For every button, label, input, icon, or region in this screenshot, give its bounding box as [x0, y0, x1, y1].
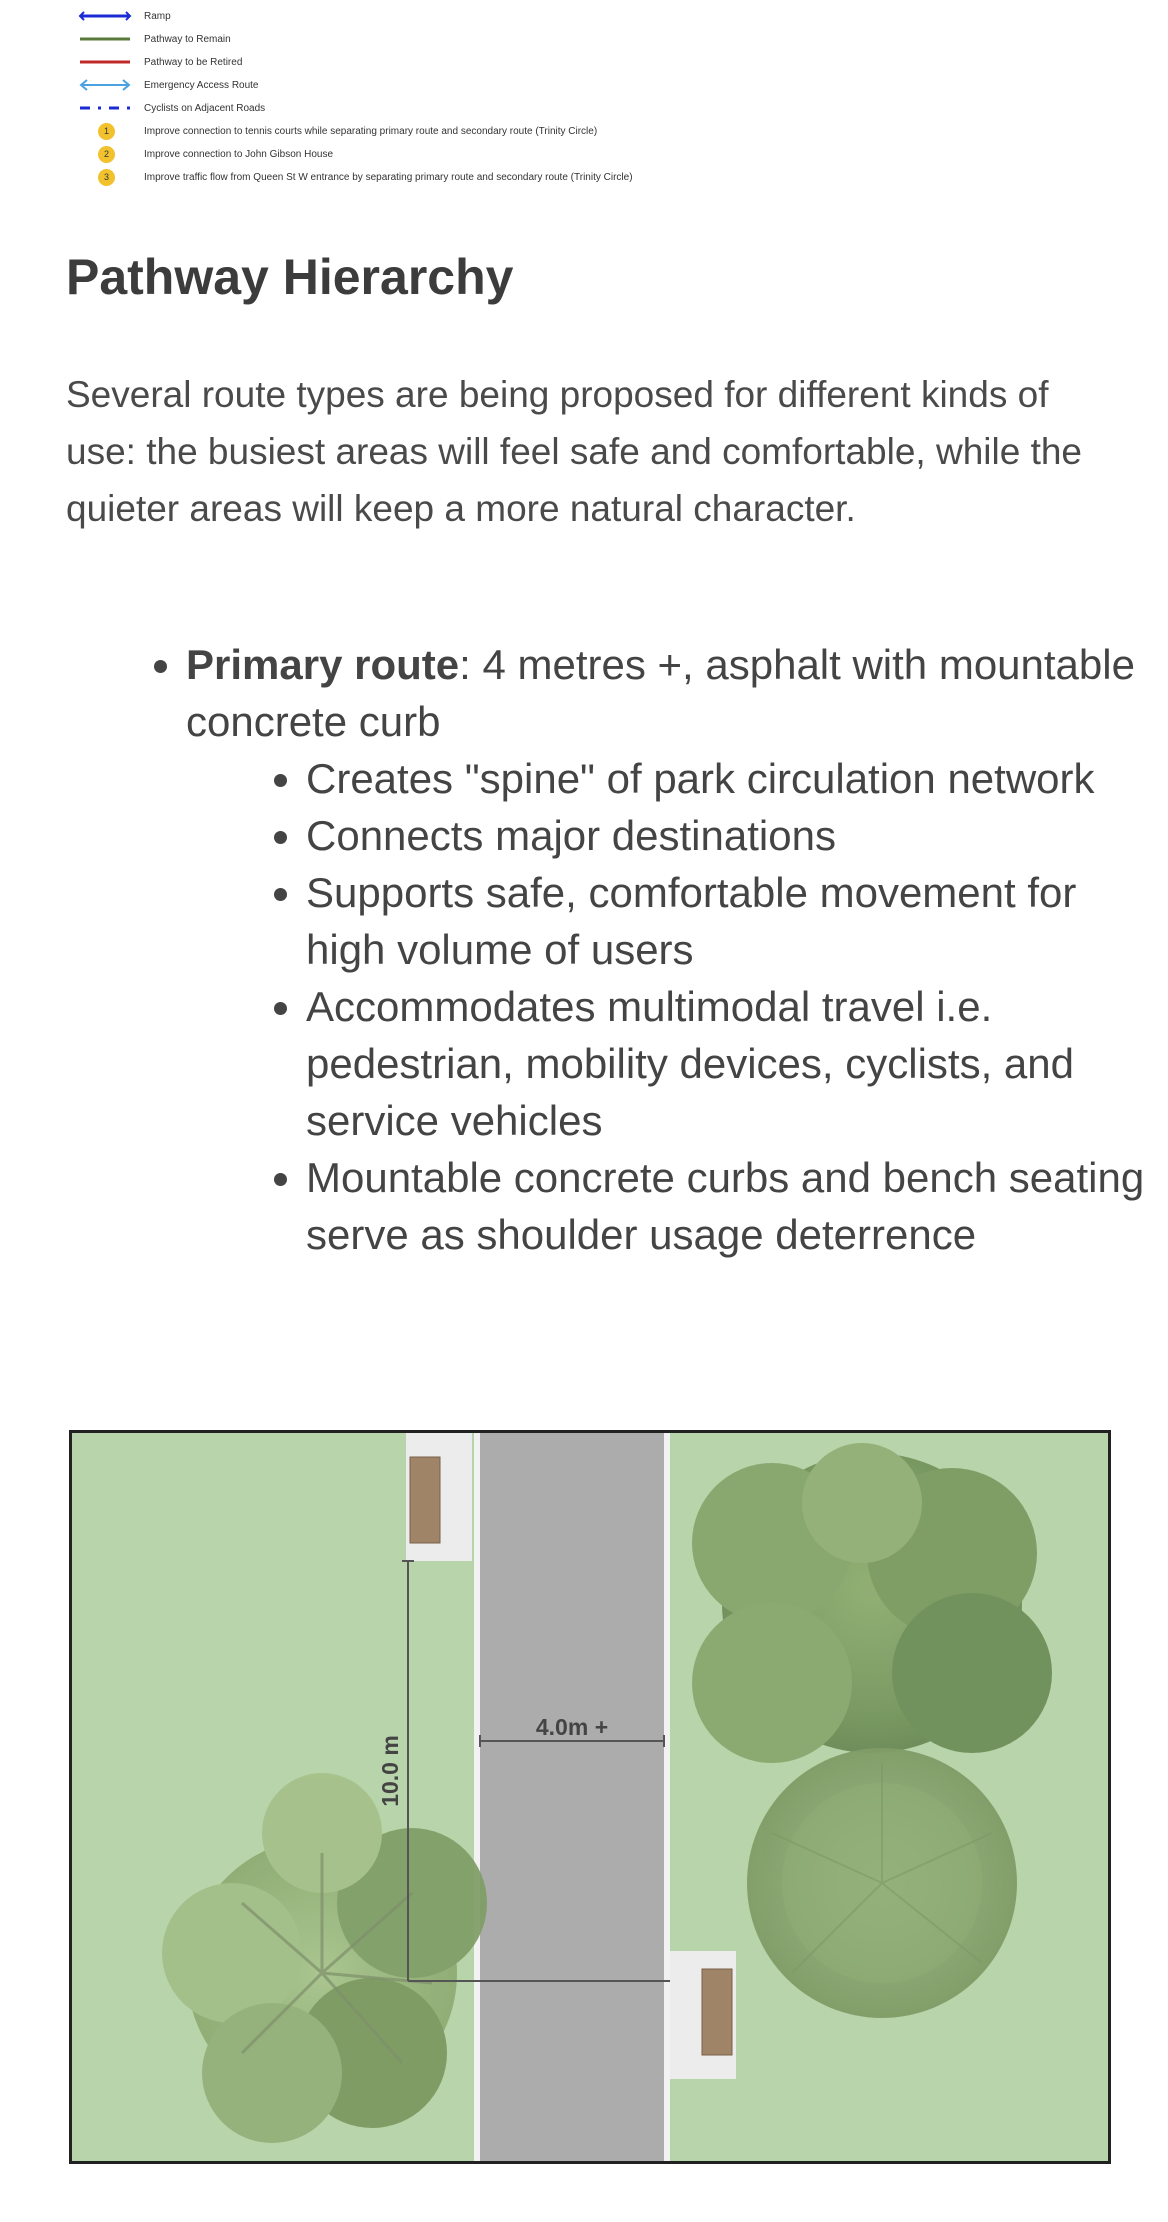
- legend-label: Cyclists on Adjacent Roads: [144, 103, 266, 114]
- section-title: Pathway Hierarchy: [66, 249, 514, 305]
- legend-label: Pathway to Remain: [144, 34, 231, 45]
- number-badge-icon: 2: [98, 146, 115, 163]
- primary-route-description: : 4 metres +, asphalt with mountable concrete curb: [186, 641, 1135, 745]
- primary-route-label: Primary route: [186, 641, 460, 688]
- list-item: • Creates "spine" of park circulation network: [306, 750, 1166, 807]
- intro-paragraph: Several route types are being proposed for different kinds of use: the busiest areas will feel safe and comfortable, while the quieter areas will keep a more natural character.: [66, 374, 1083, 529]
- list-item: • Connects major destinations: [306, 807, 1166, 864]
- legend-label: Improve traffic flow from Queen St W entrance by separating primary route and secondary route (Trinity Circle): [144, 172, 633, 183]
- pathway-remain-line-icon: [78, 33, 132, 45]
- emergency-route-arrow-icon: [78, 79, 132, 91]
- asphalt-path: [480, 1433, 664, 2161]
- legend-label: Pathway to be Retired: [144, 57, 243, 68]
- legend-label: Ramp: [144, 11, 171, 22]
- tree-top-right: [692, 1443, 1052, 1763]
- route-type-list: [120, 636, 1166, 1263]
- curb-right: [664, 1433, 670, 2161]
- legend-label: Improve connection to tennis courts while separating primary route and secondary route (Trinity Circle): [144, 126, 598, 137]
- primary-route-plan-diagram: [69, 1430, 1111, 2164]
- legend-label: Emergency Access Route: [144, 80, 259, 91]
- curb-left: [474, 1433, 480, 2161]
- width-dimension-label: 4.0m +: [535, 1714, 609, 1740]
- map-legend: [78, 6, 778, 190]
- legend-item-cyclists: [78, 98, 778, 121]
- list-item: • Mountable concrete curbs and bench seating serve as shoulder usage deterrence: [306, 1149, 1166, 1263]
- cyclists-dash-line-icon: [78, 102, 132, 114]
- legend-item-ramp: [78, 6, 778, 29]
- legend-item-badge-1: [78, 121, 778, 144]
- list-item-primary-route: [186, 636, 1166, 1263]
- bench-top: [410, 1457, 440, 1543]
- list-item: • Supports safe, comfortable movement for high volume of users: [306, 864, 1166, 978]
- legend-item-emergency-route: [78, 75, 778, 98]
- spacing-dimension-label: 10.0 m: [377, 1735, 403, 1807]
- legend-item-badge-2: [78, 144, 778, 167]
- legend-item-pathway-retired: [78, 52, 778, 75]
- number-badge-icon: 1: [98, 123, 115, 140]
- tree-bottom-right: [747, 1748, 1017, 2018]
- pathway-retired-line-icon: [78, 56, 132, 68]
- list-item: • Accommodates multimodal travel i.e. pedestrian, mobility devices, cyclists, and service vehicles: [306, 978, 1166, 1149]
- legend-label: Improve connection to John Gibson House: [144, 149, 333, 160]
- plan-illustration: [72, 1433, 1108, 2161]
- legend-item-pathway-remain: [78, 29, 778, 52]
- ramp-symbol-icon: [78, 10, 132, 22]
- bench-bottom: [702, 1969, 732, 2055]
- number-badge-icon: 3: [98, 169, 115, 186]
- primary-route-points: [186, 750, 1166, 1263]
- legend-item-badge-3: [78, 167, 778, 190]
